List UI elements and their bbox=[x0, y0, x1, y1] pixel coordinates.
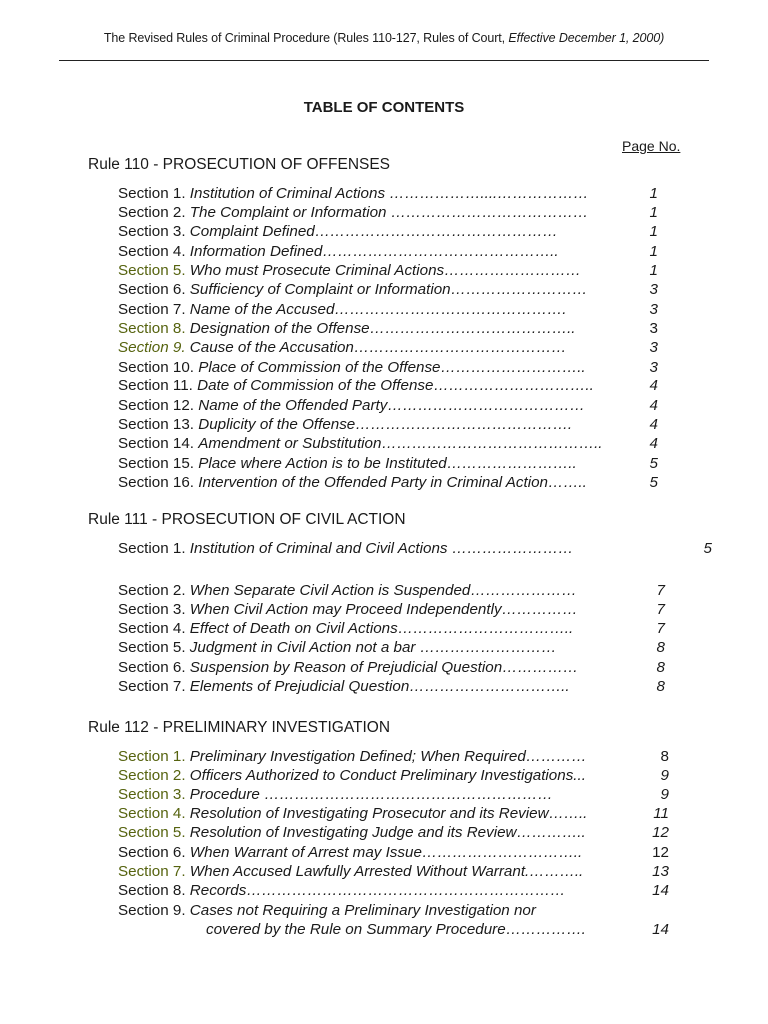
section-title: Institution of Criminal Actions bbox=[189, 185, 386, 202]
dot-leader: ………………………………… bbox=[387, 397, 585, 414]
dot-leader: ………………………………… bbox=[386, 204, 589, 221]
page-no-label: Page No. bbox=[622, 138, 681, 154]
toc-entry[interactable] bbox=[118, 184, 718, 203]
section-label: Section 2. bbox=[118, 582, 186, 599]
header-text: The Revised Rules of Criminal Procedure (Rules 110-127, Rules of Court, bbox=[103, 31, 509, 45]
section-title: Who must Prosecute Criminal Actions bbox=[189, 262, 445, 279]
section-label: Section 5. bbox=[118, 262, 186, 279]
dot-leader: …………………….. bbox=[446, 455, 577, 472]
section-title: Officers Authorized to Conduct Preliminary Investigations bbox=[189, 767, 574, 784]
dot-leader: …………… bbox=[501, 601, 578, 618]
page-number: 5 bbox=[649, 455, 658, 472]
section-label: Section 8. bbox=[118, 882, 186, 899]
section-title: Resolution of Investigating Prosecutor and its Review bbox=[189, 805, 549, 822]
section-label: Section 3. bbox=[118, 786, 186, 803]
section-title: When Warrant of Arrest may Issue bbox=[189, 844, 422, 861]
section-label: Section 6. bbox=[118, 659, 186, 676]
page-number: 7 bbox=[656, 601, 665, 618]
toc-entry[interactable] bbox=[118, 434, 718, 453]
section-title: Designation of the Offense bbox=[189, 320, 370, 337]
toc-entry[interactable] bbox=[118, 300, 718, 319]
section-title: Preliminary Investigation Defined; When Required bbox=[189, 748, 526, 765]
section-title: Duplicity of the Offense bbox=[198, 416, 356, 433]
dot-leader: ……………………………………. bbox=[355, 416, 573, 433]
section-label: Section 6. bbox=[118, 281, 186, 298]
toc-entry[interactable] bbox=[118, 862, 718, 881]
toc-entry[interactable] bbox=[118, 600, 718, 619]
toc-entry[interactable] bbox=[118, 539, 718, 558]
rule-heading: Rule 110 - PROSECUTION OF OFFENSES bbox=[88, 156, 391, 173]
toc-entry-continuation[interactable] bbox=[206, 920, 669, 939]
section-title: When Accused Lawfully Arrested Without Warrant bbox=[189, 863, 526, 880]
section-label: Section 1. bbox=[118, 540, 186, 557]
dot-leader: ………………………….. bbox=[409, 678, 570, 695]
toc-entry[interactable] bbox=[118, 319, 718, 338]
section-label: Section 5. bbox=[118, 639, 186, 656]
section-label: Section 14. bbox=[118, 435, 194, 452]
section-label: Section 9. bbox=[118, 902, 186, 919]
page-number: 3 bbox=[649, 281, 658, 298]
toc-entry[interactable] bbox=[118, 280, 718, 299]
toc-entry[interactable] bbox=[118, 358, 718, 377]
section-label: Section 3. bbox=[118, 223, 186, 240]
page-number: 12 bbox=[652, 824, 669, 841]
section-label: Section 16. bbox=[118, 474, 194, 491]
page-number: 8 bbox=[656, 639, 665, 656]
page-number: 4 bbox=[649, 416, 658, 433]
section-label: Section 4. bbox=[118, 243, 186, 260]
page-number: 1 bbox=[649, 243, 658, 260]
page-number: 1 bbox=[649, 204, 658, 221]
page-number: 7 bbox=[656, 582, 665, 599]
toc-entry[interactable] bbox=[118, 242, 718, 261]
section-title: Resolution of Investigating Judge and its Review bbox=[189, 824, 517, 841]
toc-entry[interactable] bbox=[118, 823, 718, 842]
section-title: Records bbox=[189, 882, 247, 899]
dot-leader: …………………… bbox=[447, 540, 574, 557]
section-title: Place of Commission of the Offense bbox=[198, 359, 441, 376]
section-label: Section 4. bbox=[118, 620, 186, 637]
toc-entry[interactable] bbox=[118, 396, 718, 415]
section-label: Section 8. bbox=[118, 320, 186, 337]
dot-leader: .……….. bbox=[525, 863, 584, 880]
section-title: Complaint Defined bbox=[189, 223, 315, 240]
page-number: 8 bbox=[660, 748, 669, 765]
toc-entry[interactable] bbox=[118, 881, 718, 900]
dot-leader: ……………………….. bbox=[440, 359, 586, 376]
dot-leader: …………………………………… bbox=[353, 339, 567, 356]
dot-leader: ………………………….. bbox=[421, 844, 583, 861]
section-title: Sufficiency of Complaint or Information bbox=[189, 281, 451, 298]
dot-leader: ………………………….. bbox=[433, 377, 594, 394]
toc-entry[interactable] bbox=[118, 473, 718, 492]
page-number: 12 bbox=[652, 844, 669, 861]
page-number: 13 bbox=[652, 863, 669, 880]
section-label: Section 5. bbox=[118, 824, 186, 841]
page-number: 1 bbox=[649, 223, 658, 240]
toc-entry[interactable] bbox=[118, 338, 718, 357]
dot-leader: ... bbox=[573, 767, 586, 784]
rule-heading: Rule 112 - PRELIMINARY INVESTIGATION bbox=[88, 719, 391, 736]
section-title: Judgment in Civil Action not a bar bbox=[189, 639, 416, 656]
page-number: 3 bbox=[649, 359, 658, 376]
section-label: Section 2. bbox=[118, 767, 186, 784]
toc-entry[interactable] bbox=[118, 222, 718, 241]
page-header bbox=[0, 31, 768, 45]
page-number: 4 bbox=[649, 435, 658, 452]
dot-leader: ……………. bbox=[505, 921, 586, 938]
page-number: 9 bbox=[660, 786, 669, 803]
dot-leader: ……………………… bbox=[450, 281, 588, 298]
page-number: 14 bbox=[652, 882, 669, 899]
toc-entry[interactable] bbox=[118, 581, 718, 600]
page-number: 8 bbox=[656, 678, 665, 695]
dot-leader: ………………....……………… bbox=[385, 185, 589, 202]
section-title: Place where Action is to be Instituted bbox=[198, 455, 447, 472]
section-title: Cases not Requiring a Preliminary Investigation nor bbox=[189, 902, 536, 919]
section-title: Intervention of the Offended Party in Criminal Action bbox=[198, 474, 549, 491]
toc-title: TABLE OF CONTENTS bbox=[303, 99, 465, 116]
section-title: Name of the Accused bbox=[189, 301, 335, 318]
section-title: Name of the Offended Party bbox=[198, 397, 388, 414]
section-label: Section 1. bbox=[118, 185, 186, 202]
toc-entry[interactable] bbox=[118, 376, 718, 395]
page-number: 3 bbox=[649, 320, 658, 337]
toc-entry[interactable] bbox=[118, 415, 718, 434]
toc-entry[interactable] bbox=[118, 804, 718, 823]
section-label: Section 2. bbox=[118, 204, 186, 221]
section-title: Procedure bbox=[189, 786, 260, 803]
section-title: Elements of Prejudicial Question bbox=[189, 678, 410, 695]
dot-leader: ………………… bbox=[470, 582, 577, 599]
section-label: Section 4. bbox=[118, 805, 186, 822]
rule-heading: Rule 111 - PROSECUTION OF CIVIL ACTION bbox=[88, 511, 406, 528]
section-label: Section 9. bbox=[118, 339, 186, 356]
toc-entry[interactable] bbox=[118, 203, 718, 222]
dot-leader: ………………………………………………… bbox=[259, 786, 553, 803]
section-title: Cause of the Accusation bbox=[189, 339, 354, 356]
section-label: Section 15. bbox=[118, 455, 194, 472]
page-number: 3 bbox=[649, 339, 658, 356]
section-title: The Complaint or Information bbox=[189, 204, 387, 221]
header-divider bbox=[59, 60, 709, 61]
section-label: Section 1. bbox=[118, 748, 186, 765]
section-label: Section 7. bbox=[118, 678, 186, 695]
toc-entry[interactable] bbox=[118, 785, 718, 804]
section-label: Section 7. bbox=[118, 863, 186, 880]
section-title: Date of Commission of the Offense bbox=[197, 377, 434, 394]
dot-leader: ………………………………………… bbox=[314, 223, 558, 240]
section-title: Institution of Criminal and Civil Actions bbox=[189, 540, 448, 557]
section-label: Section 7. bbox=[118, 301, 186, 318]
dot-leader: …….. bbox=[548, 805, 588, 822]
page-number: 8 bbox=[656, 659, 665, 676]
dot-leader: ………………………………….. bbox=[369, 320, 576, 337]
section-title: Suspension by Reason of Prejudicial Question bbox=[189, 659, 503, 676]
dot-leader: ……………………………………….. bbox=[322, 243, 559, 260]
dot-leader: ……………………… bbox=[444, 262, 581, 279]
toc-entry[interactable] bbox=[118, 901, 718, 920]
section-title: Information Defined bbox=[189, 243, 323, 260]
page-number: 9 bbox=[660, 767, 669, 784]
section-label: Section 11. bbox=[118, 377, 193, 394]
page-number: 4 bbox=[649, 397, 658, 414]
toc-entry[interactable] bbox=[118, 638, 718, 657]
toc-entry[interactable] bbox=[118, 766, 718, 785]
page-number: 3 bbox=[649, 301, 658, 318]
page-number: 11 bbox=[653, 805, 669, 822]
section-label: Section 3. bbox=[118, 601, 186, 618]
toc-entry[interactable] bbox=[118, 677, 718, 696]
section-title-continuation: covered by the Rule on Summary Procedure bbox=[206, 921, 506, 938]
page-number: 4 bbox=[649, 377, 658, 394]
section-title: Amendment or Substitution bbox=[198, 435, 382, 452]
header-effective-date: Effective December 1, 2000) bbox=[508, 31, 665, 45]
section-title: When Separate Civil Action is Suspended bbox=[189, 582, 471, 599]
section-label: Section 10. bbox=[118, 359, 194, 376]
section-title: When Civil Action may Proceed Independently bbox=[189, 601, 502, 618]
dot-leader: ………………………………………. bbox=[334, 301, 567, 318]
page-number: 5 bbox=[649, 474, 658, 491]
page-number: 14 bbox=[652, 921, 669, 938]
dot-leader: …….. bbox=[548, 474, 587, 491]
toc-entry[interactable] bbox=[118, 747, 718, 766]
section-label: Section 13. bbox=[118, 416, 194, 433]
dot-leader: ……………………………………………………… bbox=[246, 882, 566, 899]
page-number: 1 bbox=[649, 185, 658, 202]
toc-entry[interactable] bbox=[118, 619, 718, 638]
toc-entry[interactable] bbox=[118, 261, 718, 280]
toc-entry[interactable] bbox=[118, 454, 718, 473]
dot-leader: …………………………………….. bbox=[381, 435, 603, 452]
page-number: 1 bbox=[649, 262, 658, 279]
dot-leader: ……………………… bbox=[415, 639, 557, 656]
section-title: Effect of Death on Civil Actions bbox=[189, 620, 398, 637]
page-number: 5 bbox=[703, 540, 712, 557]
toc-entry[interactable] bbox=[118, 843, 718, 862]
section-label: Section 12. bbox=[118, 397, 194, 414]
dot-leader: ………….. bbox=[516, 824, 586, 841]
dot-leader: …………… bbox=[502, 659, 579, 676]
toc-entry[interactable] bbox=[118, 658, 718, 677]
dot-leader: ………… bbox=[525, 748, 587, 765]
page-number: 7 bbox=[656, 620, 665, 637]
dot-leader: …………………………….. bbox=[397, 620, 574, 637]
section-label: Section 6. bbox=[118, 844, 186, 861]
